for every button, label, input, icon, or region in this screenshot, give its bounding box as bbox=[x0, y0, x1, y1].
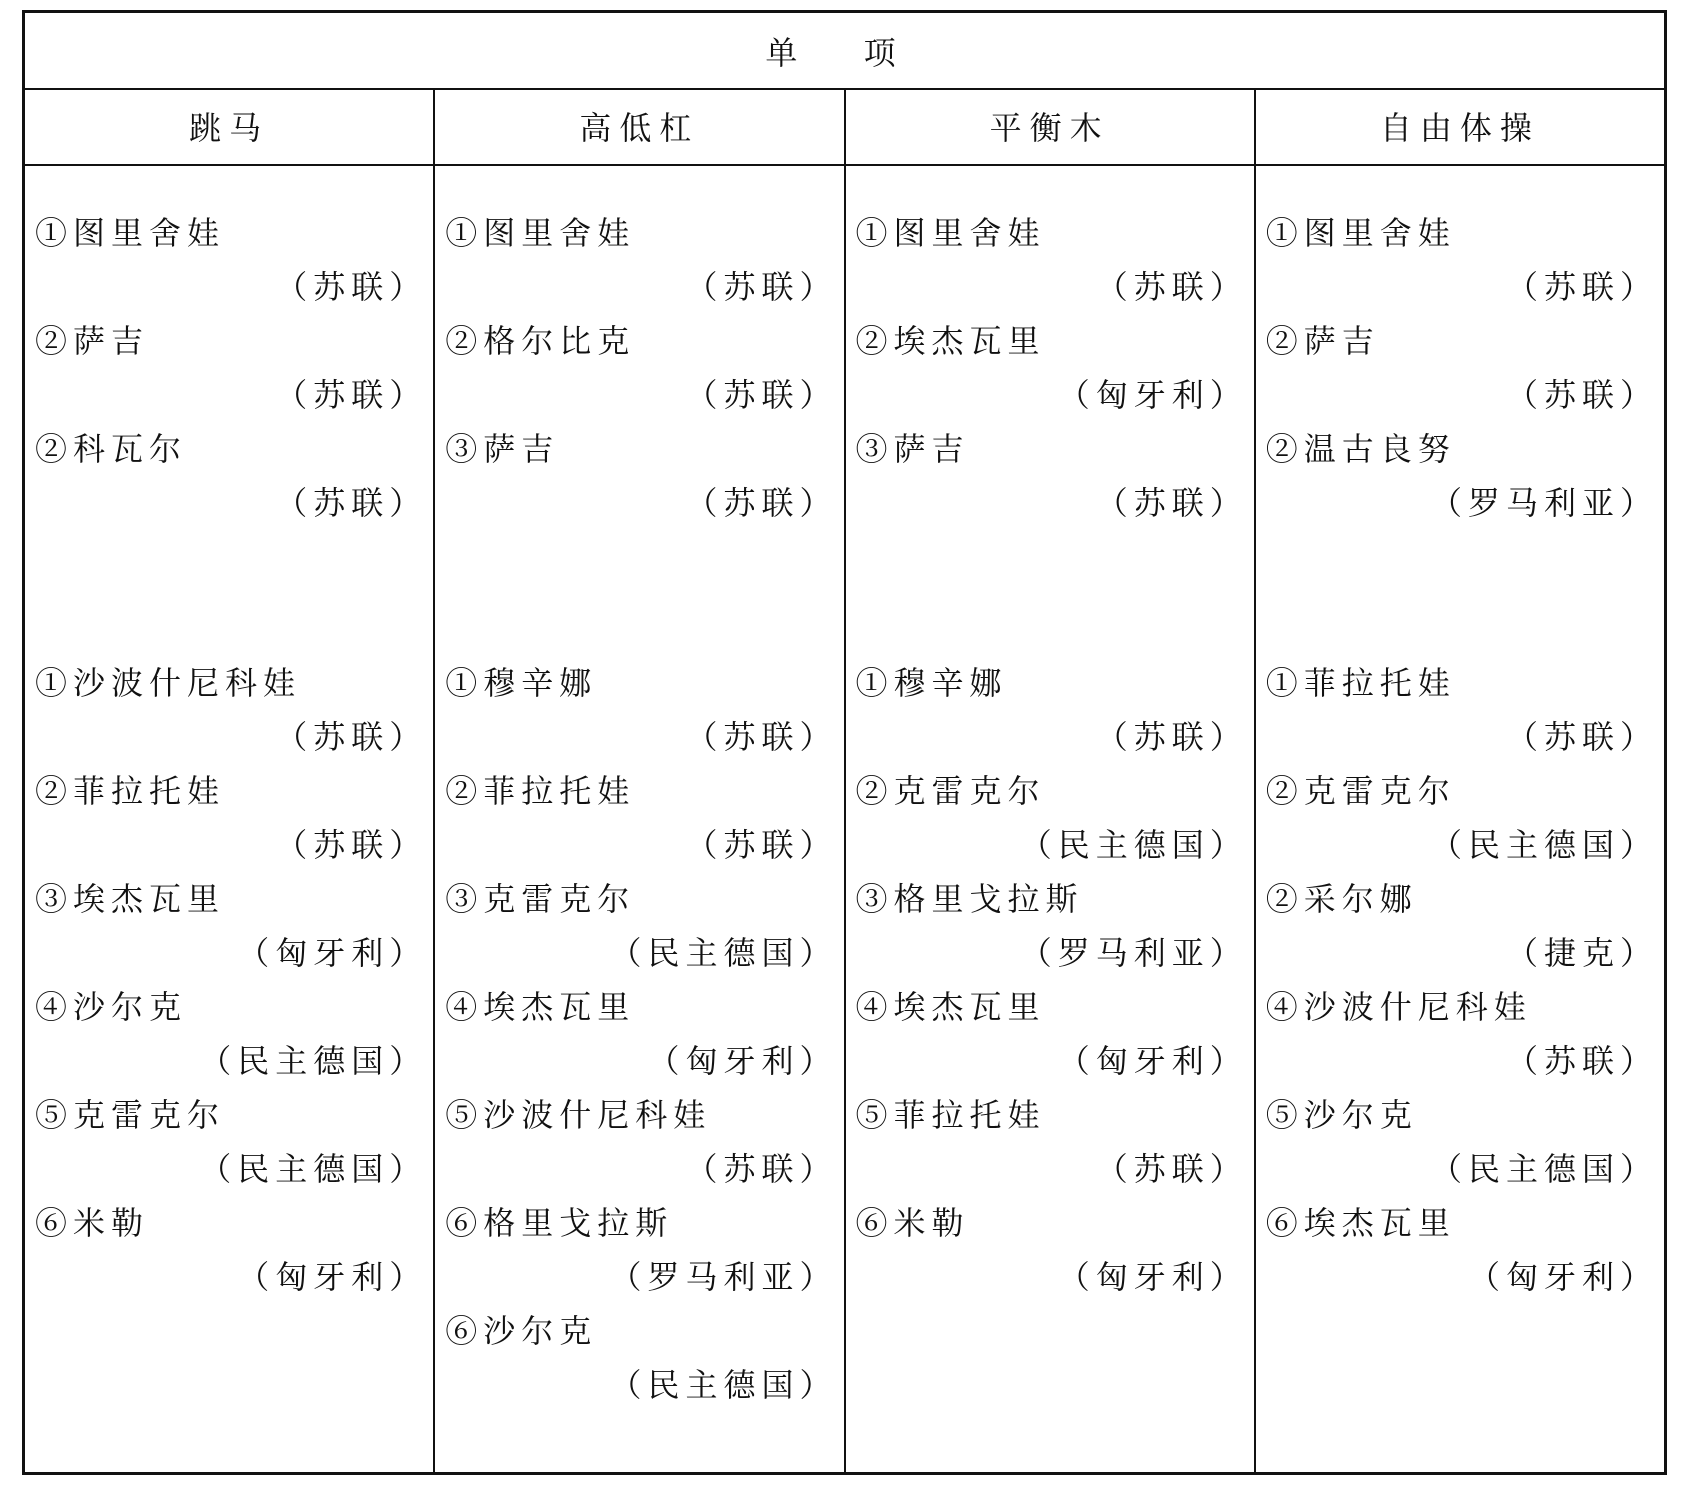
athlete-country: （匈牙利） bbox=[1057, 1042, 1248, 1080]
result-entry bbox=[25, 422, 433, 530]
result-entry bbox=[1256, 422, 1664, 530]
header-uneven-bars: 高低杠 bbox=[435, 88, 845, 164]
athlete-name: ④沙尔克 bbox=[35, 988, 188, 1026]
result-group bbox=[846, 656, 1254, 1304]
result-entry bbox=[25, 764, 433, 872]
athlete-name: ③埃杰瓦里 bbox=[35, 880, 226, 918]
result-group bbox=[435, 656, 843, 1412]
athlete-country: （苏联） bbox=[1095, 484, 1248, 522]
athlete-country: （民主德国） bbox=[1019, 826, 1248, 864]
athlete-name: ①图里舍娃 bbox=[445, 214, 636, 252]
athlete-name: ⑥沙尔克 bbox=[445, 1312, 598, 1350]
result-entry bbox=[435, 1304, 843, 1412]
athlete-country: （苏联） bbox=[1505, 718, 1658, 756]
athlete-name: ②采尔娜 bbox=[1265, 880, 1418, 918]
result-group bbox=[25, 206, 433, 530]
result-entry bbox=[846, 422, 1254, 530]
result-entry bbox=[1256, 314, 1664, 422]
result-entry bbox=[25, 980, 433, 1088]
result-entry bbox=[435, 764, 843, 872]
athlete-country: （苏联） bbox=[1095, 718, 1248, 756]
athlete-country: （罗马利亚） bbox=[1019, 934, 1248, 972]
header-vault: 跳马 bbox=[25, 88, 435, 164]
athlete-country: （苏联） bbox=[685, 826, 838, 864]
athlete-name: ⑥米勒 bbox=[855, 1204, 970, 1242]
athlete-country: （苏联） bbox=[1095, 268, 1248, 306]
result-entry bbox=[435, 422, 843, 530]
athlete-country: （匈牙利） bbox=[1057, 1258, 1248, 1296]
athlete-country: （民主德国） bbox=[199, 1042, 428, 1080]
result-entry bbox=[435, 980, 843, 1088]
result-entry bbox=[846, 1196, 1254, 1304]
athlete-name: ⑥格里戈拉斯 bbox=[445, 1204, 674, 1242]
result-entry bbox=[435, 872, 843, 980]
result-entry bbox=[846, 206, 1254, 314]
result-entry bbox=[25, 656, 433, 764]
result-group bbox=[1256, 656, 1664, 1304]
athlete-country: （苏联） bbox=[1505, 268, 1658, 306]
result-entry bbox=[1256, 206, 1664, 314]
result-entry bbox=[846, 872, 1254, 980]
athlete-country: （苏联） bbox=[275, 376, 428, 414]
athlete-name: ②科瓦尔 bbox=[35, 430, 188, 468]
athlete-country: （捷克） bbox=[1505, 934, 1658, 972]
result-group bbox=[435, 206, 843, 530]
result-entry bbox=[1256, 1196, 1664, 1304]
athlete-country: （苏联） bbox=[275, 826, 428, 864]
result-entry bbox=[435, 1196, 843, 1304]
athlete-country: （罗马利亚） bbox=[609, 1258, 838, 1296]
athlete-name: ⑥埃杰瓦里 bbox=[1265, 1204, 1456, 1242]
athlete-country: （苏联） bbox=[1505, 1042, 1658, 1080]
athlete-country: （匈牙利） bbox=[237, 934, 428, 972]
athlete-name: ②克雷克尔 bbox=[855, 772, 1046, 810]
athlete-name: ⑤沙尔克 bbox=[1265, 1096, 1418, 1134]
athlete-country: （苏联） bbox=[275, 718, 428, 756]
athlete-country: （匈牙利） bbox=[647, 1042, 838, 1080]
athlete-name: ⑥米勒 bbox=[35, 1204, 150, 1242]
athlete-name: ②埃杰瓦里 bbox=[855, 322, 1046, 360]
result-entry bbox=[1256, 872, 1664, 980]
column-uneven-bars bbox=[435, 164, 845, 1472]
result-entry bbox=[846, 656, 1254, 764]
athlete-country: （苏联） bbox=[1095, 1150, 1248, 1188]
athlete-name: ①菲拉托娃 bbox=[1265, 664, 1456, 702]
result-entry bbox=[435, 314, 843, 422]
athlete-name: ②萨吉 bbox=[1265, 322, 1380, 360]
result-entry bbox=[25, 872, 433, 980]
table-title: 单 项 bbox=[25, 13, 1664, 90]
athlete-name: ②菲拉托娃 bbox=[445, 772, 636, 810]
result-entry bbox=[1256, 656, 1664, 764]
result-entry bbox=[25, 314, 433, 422]
result-entry bbox=[25, 1196, 433, 1304]
result-entry bbox=[1256, 1088, 1664, 1196]
result-entry bbox=[25, 206, 433, 314]
athlete-name: ③萨吉 bbox=[445, 430, 560, 468]
header-floor-exercise: 自由体操 bbox=[1379, 109, 1540, 147]
result-group bbox=[846, 206, 1254, 530]
athlete-name: ①穆辛娜 bbox=[855, 664, 1008, 702]
athlete-country: （苏联） bbox=[275, 484, 428, 522]
athlete-name: ②萨吉 bbox=[35, 322, 150, 360]
athlete-name: ①沙波什尼科娃 bbox=[35, 664, 302, 702]
results-body bbox=[25, 164, 1664, 1472]
athlete-country: （苏联） bbox=[685, 376, 838, 414]
athlete-name: ②格尔比克 bbox=[445, 322, 636, 360]
athlete-name: ①穆辛娜 bbox=[445, 664, 598, 702]
athlete-country: （罗马利亚） bbox=[1429, 484, 1658, 522]
result-entry bbox=[846, 314, 1254, 422]
athlete-name: ③克雷克尔 bbox=[445, 880, 636, 918]
result-entry bbox=[1256, 764, 1664, 872]
athlete-name: ⑤克雷克尔 bbox=[35, 1096, 226, 1134]
athlete-country: （民主德国） bbox=[199, 1150, 428, 1188]
athlete-name: ③格里戈拉斯 bbox=[855, 880, 1084, 918]
athlete-country: （苏联） bbox=[1505, 376, 1658, 414]
athlete-country: （苏联） bbox=[275, 268, 428, 306]
result-group bbox=[25, 656, 433, 1304]
result-entry bbox=[25, 1088, 433, 1196]
athlete-name: ②克雷克尔 bbox=[1265, 772, 1456, 810]
result-entry bbox=[846, 980, 1254, 1088]
athlete-country: （民主德国） bbox=[609, 934, 838, 972]
athlete-country: （苏联） bbox=[685, 268, 838, 306]
athlete-name: ⑤菲拉托娃 bbox=[855, 1096, 1046, 1134]
result-entry bbox=[1256, 980, 1664, 1088]
athlete-country: （匈牙利） bbox=[1057, 376, 1248, 414]
athlete-name: ②菲拉托娃 bbox=[35, 772, 226, 810]
column-vault bbox=[25, 164, 435, 1472]
result-entry bbox=[435, 656, 843, 764]
athlete-country: （苏联） bbox=[685, 484, 838, 522]
athlete-country: （民主德国） bbox=[1429, 826, 1658, 864]
athlete-name: ②温古良努 bbox=[1265, 430, 1456, 468]
header-row bbox=[25, 88, 1664, 166]
result-entry bbox=[435, 1088, 843, 1196]
result-entry bbox=[846, 1088, 1254, 1196]
result-entry bbox=[846, 764, 1254, 872]
result-entry bbox=[435, 206, 843, 314]
athlete-country: （匈牙利） bbox=[1467, 1258, 1658, 1296]
results-table bbox=[22, 10, 1667, 1475]
athlete-name: ④埃杰瓦里 bbox=[855, 988, 1046, 1026]
athlete-country: （匈牙利） bbox=[237, 1258, 428, 1296]
athlete-name: ④沙波什尼科娃 bbox=[1265, 988, 1532, 1026]
athlete-country: （苏联） bbox=[685, 1150, 838, 1188]
athlete-country: （苏联） bbox=[685, 718, 838, 756]
athlete-name: ③萨吉 bbox=[855, 430, 970, 468]
result-group bbox=[1256, 206, 1664, 530]
athlete-name: ⑤沙波什尼科娃 bbox=[445, 1096, 712, 1134]
athlete-name: ④埃杰瓦里 bbox=[445, 988, 636, 1026]
column-floor-exercise bbox=[1256, 164, 1664, 1472]
athlete-country: （民主德国） bbox=[1429, 1150, 1658, 1188]
athlete-name: ①图里舍娃 bbox=[1265, 214, 1456, 252]
header-balance-beam: 平衡木 bbox=[846, 88, 1256, 164]
column-balance-beam bbox=[846, 164, 1256, 1472]
athlete-name: ①图里舍娃 bbox=[855, 214, 1046, 252]
athlete-name: ①图里舍娃 bbox=[35, 214, 226, 252]
athlete-country: （民主德国） bbox=[609, 1366, 838, 1404]
